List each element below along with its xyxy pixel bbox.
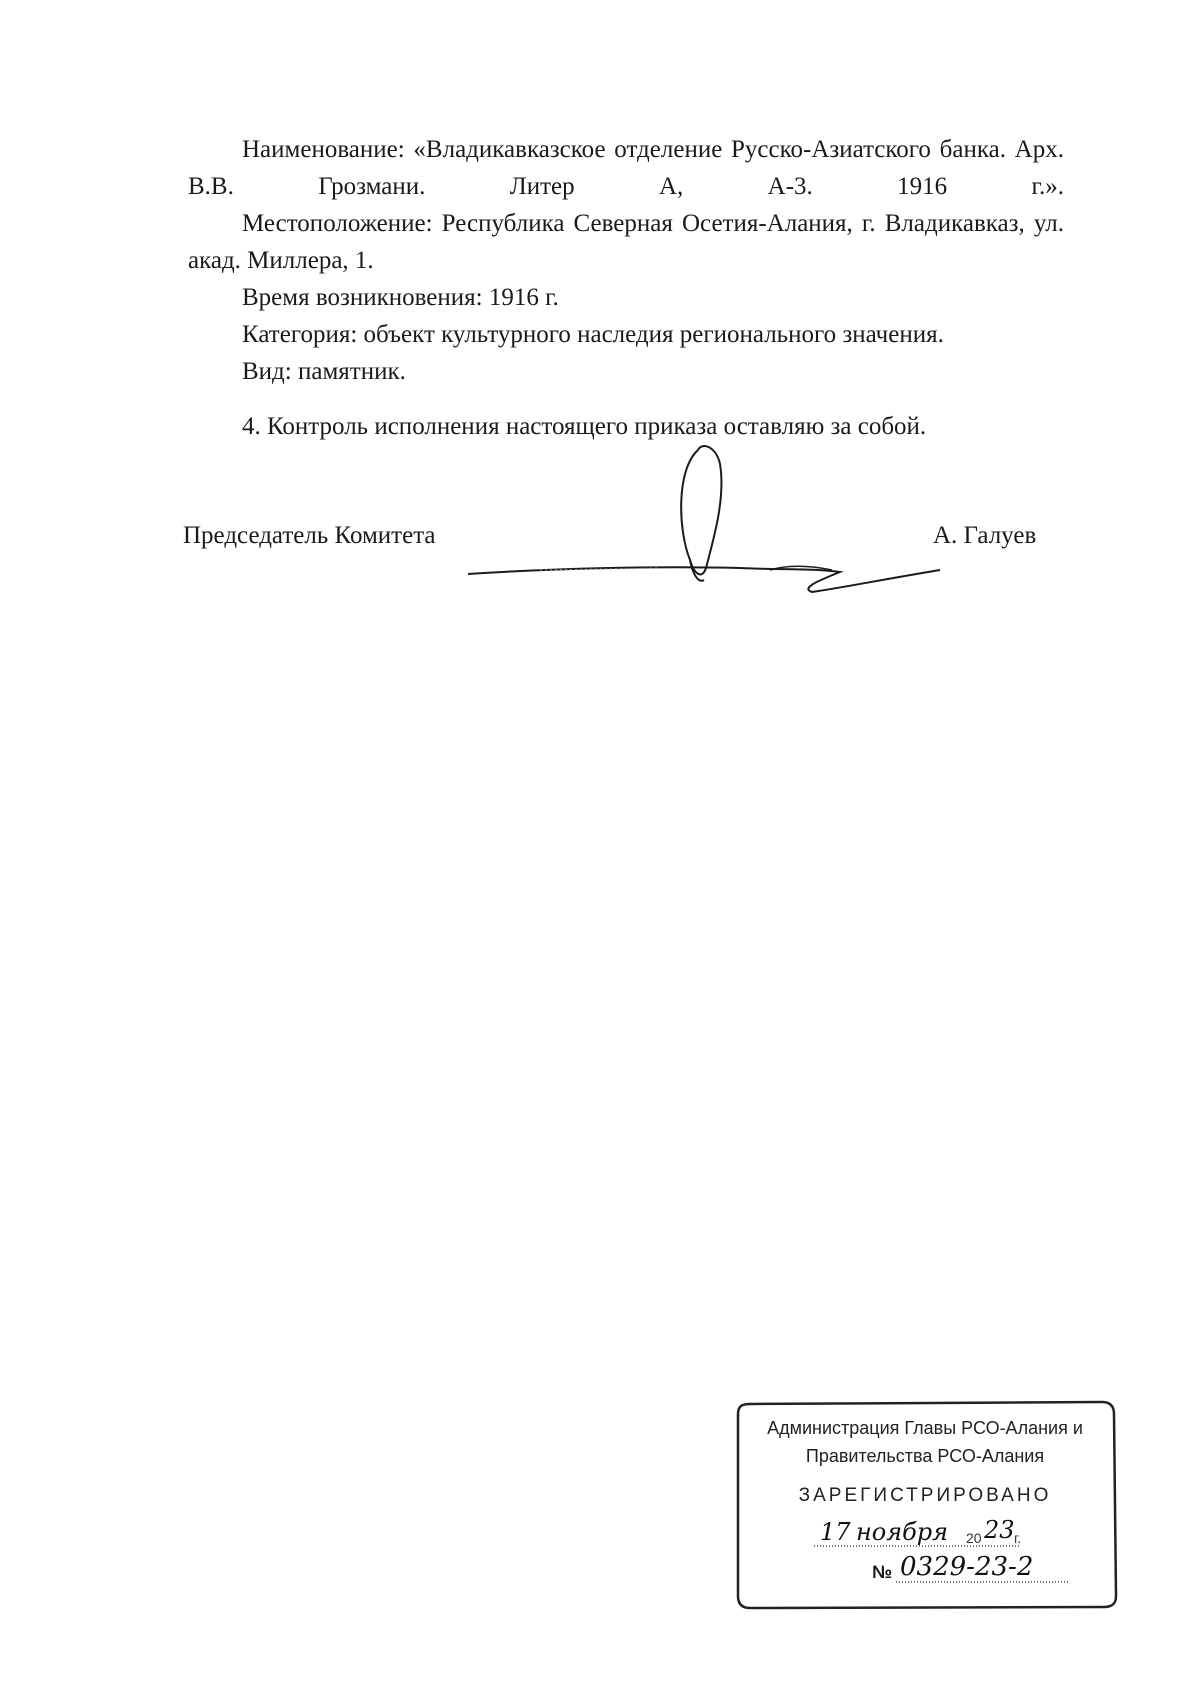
handwritten-signature (440, 440, 1000, 600)
stamp-org-line2: Правительства РСО-Алания (805, 1446, 1045, 1466)
signatory-name: А. Галуев (933, 522, 1037, 549)
paragraph-category: Категория: объект культурного наследия регионального значения. (242, 321, 944, 348)
stamp-org-line1: Администрация Главы РСО-Алания и (767, 1418, 1083, 1438)
stamp-number-value: 0329-23-2 (900, 1552, 1034, 1582)
stamp-registered-label: ЗАРЕГИСТРИРОВАНО (798, 1485, 1052, 1506)
stamp-number-prefix: № (872, 1562, 893, 1582)
stamp-date-month: ноября (856, 1518, 949, 1546)
stamp-date-year-suffix: 23 (984, 1516, 1015, 1544)
signatory-position: Председатель Комитета (183, 522, 436, 549)
paragraph-type: Вид: памятник. (242, 358, 406, 385)
document-body (188, 131, 1064, 445)
stamp-date-row (810, 1518, 1070, 1552)
stamp-date-day: 17 (820, 1518, 851, 1546)
stamp-number-row (870, 1554, 1100, 1588)
paragraph-gap (188, 390, 1064, 408)
stamp-date-g: г. (1014, 1530, 1022, 1546)
stamp-date-year-prefix: 20 (966, 1530, 982, 1546)
paragraph-name: Наименование: «Владикавказское отделение Русско-Азиатского банка. Арх. В.В. Грозмани. Литер А, А-3. 1916 г.». (188, 136, 1064, 200)
paragraph-control-clause: 4. Контроль исполнения настоящего приказа оставляю за собой. (242, 413, 927, 440)
paragraph-location: Местоположение: Республика Северная Осетия-Алания, г. Владикавказ, ул. акад. Миллера, 1. (188, 210, 1064, 274)
registration-stamp (730, 1400, 1120, 1610)
paragraph-time: Время возникновения: 1916 г. (242, 284, 559, 311)
